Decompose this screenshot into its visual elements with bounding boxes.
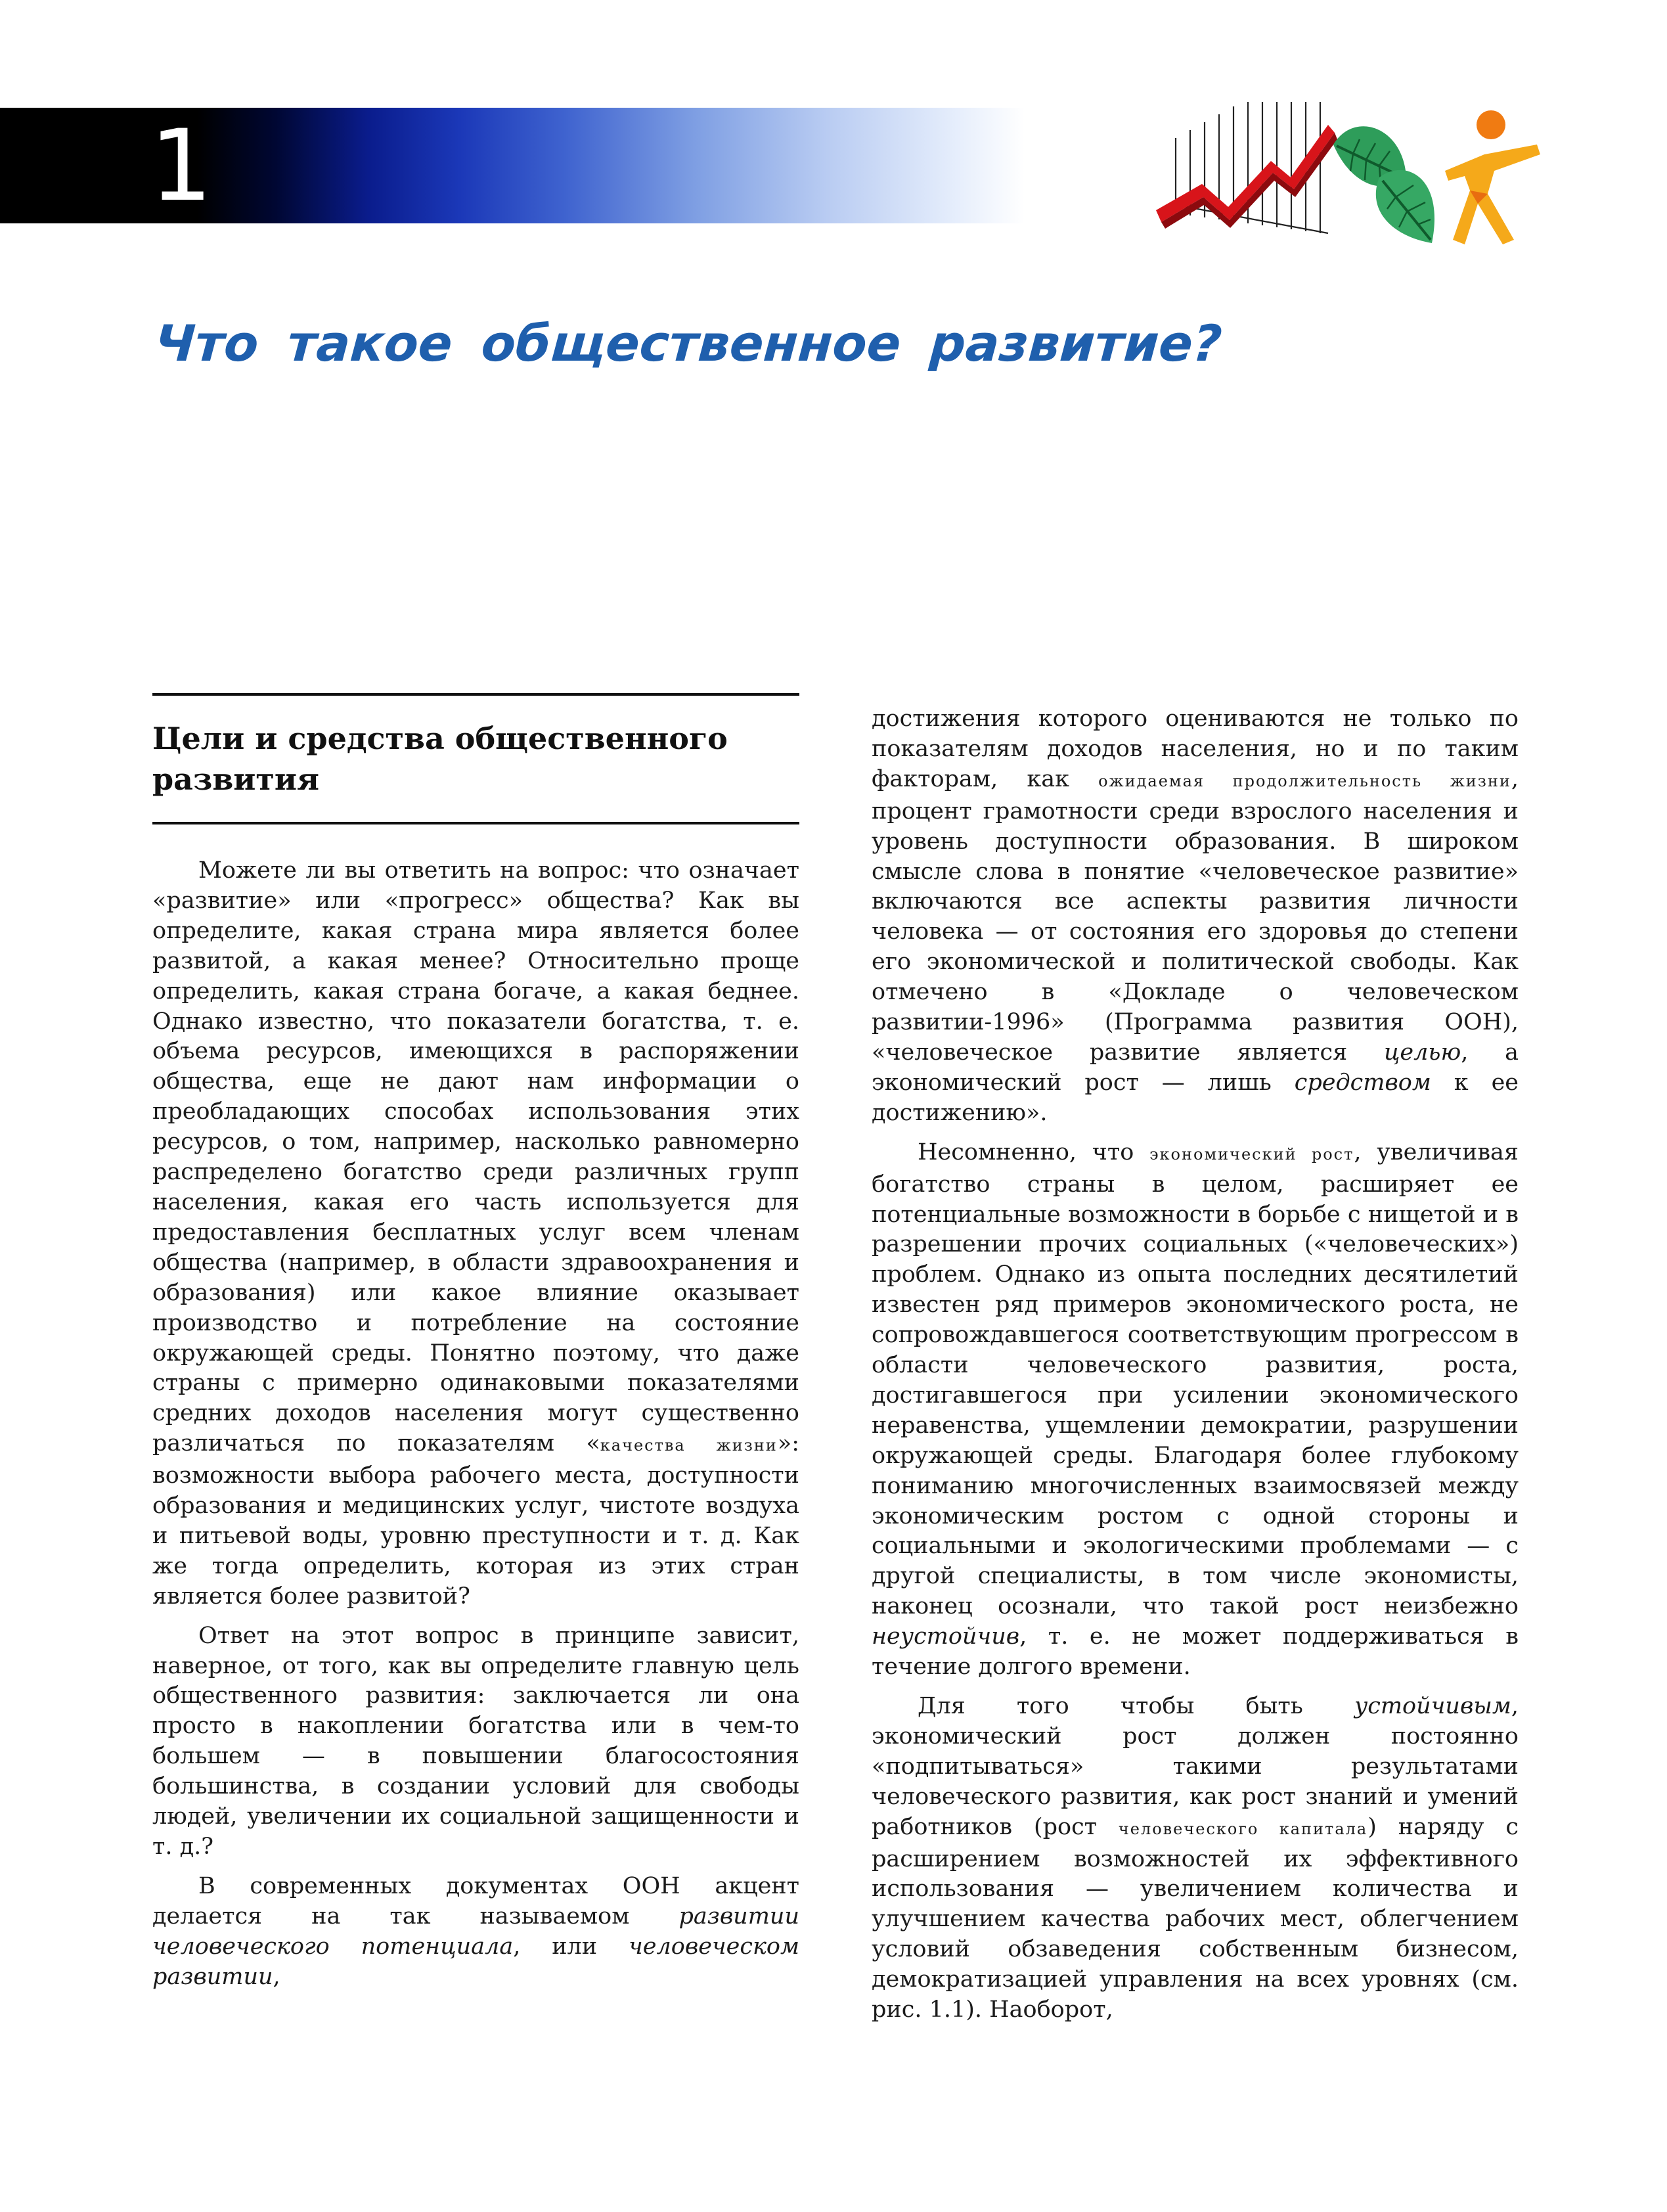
term-smallcaps: ожидаемая продолжительность жизни <box>1098 771 1511 790</box>
chapter-title: Что такое общественное развитие? <box>152 314 1224 372</box>
leaves-icon <box>1333 126 1434 243</box>
paragraph: Ответ на этот вопрос в принципе зависит, наверное, от того, как вы определите главную цель общественного развития: заключается ли она просто в накоплении богатства или в чем-то большем — в повышении благосостояния большинства, в создании условий для свободы людей, увеличении их социальной защищенности и т. д.? <box>152 1622 799 1860</box>
paragraph: В современных документах ООН акцент делается на так называемом развитии человеческого потенциала, или человеческом развитии, <box>152 1872 799 1990</box>
term-smallcaps: качества жизни <box>600 1436 778 1455</box>
human-figure-icon <box>1445 110 1540 244</box>
left-column-text <box>152 856 799 1993</box>
term-italic: развитии человеческого потенциала <box>152 1903 799 1960</box>
term-smallcaps: человеческого капитала <box>1118 1819 1368 1838</box>
paragraph: Можете ли вы ответить на вопрос: что означает «развитие» или «прогресс» общества? Как вы определите, какая страна мира является более развитой, а какая менее? Относительно проще определить, какая страна богаче, а какая беднее. Однако известно, что показатели богатства, т. е. объема ресурсов, имеющихся в распоряжении общества, еще не дают нам информации о преобладающих способах использования этих ресурсов, о том, например, насколько равномерно распределено богатство среди различных групп населения, какая его часть используется для предоставления бесплатных услуг всем членам общества (например, в области здравоохранения и образования) или какое влияние оказывает производство и потребление на состояние окружающей среды. Понятно поэтому, что даже страны с примерно одинаковыми показателями средних доходов населения могут существенно различаться по показателям «качества жизни»: возможности выбора рабочего места, доступности образования и медицинских услуг, чистоте воздуха и питьевой воды, уровню преступности и т. д. Как же тогда определить, которая из этих стран является более развитой? <box>152 857 800 1610</box>
term-italic: устойчивым <box>1354 1693 1511 1719</box>
chapter-number: 1 <box>150 109 213 223</box>
right-column <box>872 704 1519 2025</box>
section-bottom-rule <box>152 822 799 824</box>
term-italic: неустойчив <box>872 1623 1020 1650</box>
term-smallcaps: экономический рост <box>1149 1144 1354 1163</box>
rising-graph-icon <box>1156 102 1337 233</box>
paragraph: Для того чтобы быть устойчивым, экономический рост должен постоянно «подпитываться» такими результатами человеческого развития, как рост знаний и умений работников (рост человеческого капитала) наряду с расширением возможностей их эффективного использования — увеличением количества и улучшением качества рабочих мест, облегчением условий обзаведения собственным бизнесом, демократизацией управления на всех уровнях (см. рис. 1.1). Наоборот, <box>872 1693 1519 2023</box>
paragraph: Несомненно, что экономический рост, увеличивая богатство страны в целом, расширяет ее потенциальные возможности в борьбе с нищетой и в разрешении прочих социальных («человеческих») проблем. Однако из опыта последних десятилетий известен ряд примеров экономического роста, не сопровождавшегося соответствующим прогрессом в области человеческого развития, роста, достигавшегося при усилении экономического неравенства, ущемлении демократии, разрушении окружающей среды. Благодаря более глубокому пониманию многочисленных взаимосвязей между экономическим ростом с одной стороны и социальными и экологическими проблемами — с другой специалисты, в том числе экономисты, наконец осознали, что такой рост неизбежно неустойчив, т. е. не может поддерживаться в течение долгого времени. <box>872 1139 1519 1681</box>
term-italic: целью <box>1383 1039 1461 1066</box>
section-heading: Цели и средства общественного развития <box>152 721 728 797</box>
paragraph: достижения которого оцениваются не только по показателям доходов населения, но и по таким факторам, как ожидаемая продолжительность жизни, процент грамотности среди взрослого населения и уровень доступности образования. В широком смысле слова в понятие «человеческое развитие» включаются все аспекты развития личности человека — от состояния его здоровья до степени его экономической и политической свободы. Как отмечено в «Докладе о человеческом развитии-1996» (Программа развития ООН), «человеческое развитие является целью, а экономический рост — лишь средством к ее достижению». <box>872 706 1519 1126</box>
term-italic: средством <box>1294 1069 1431 1096</box>
header-illustration <box>1156 99 1544 263</box>
term-italic: человеческом развитии <box>152 1933 799 1990</box>
right-column-text <box>872 704 1519 2025</box>
left-column <box>152 693 799 1993</box>
